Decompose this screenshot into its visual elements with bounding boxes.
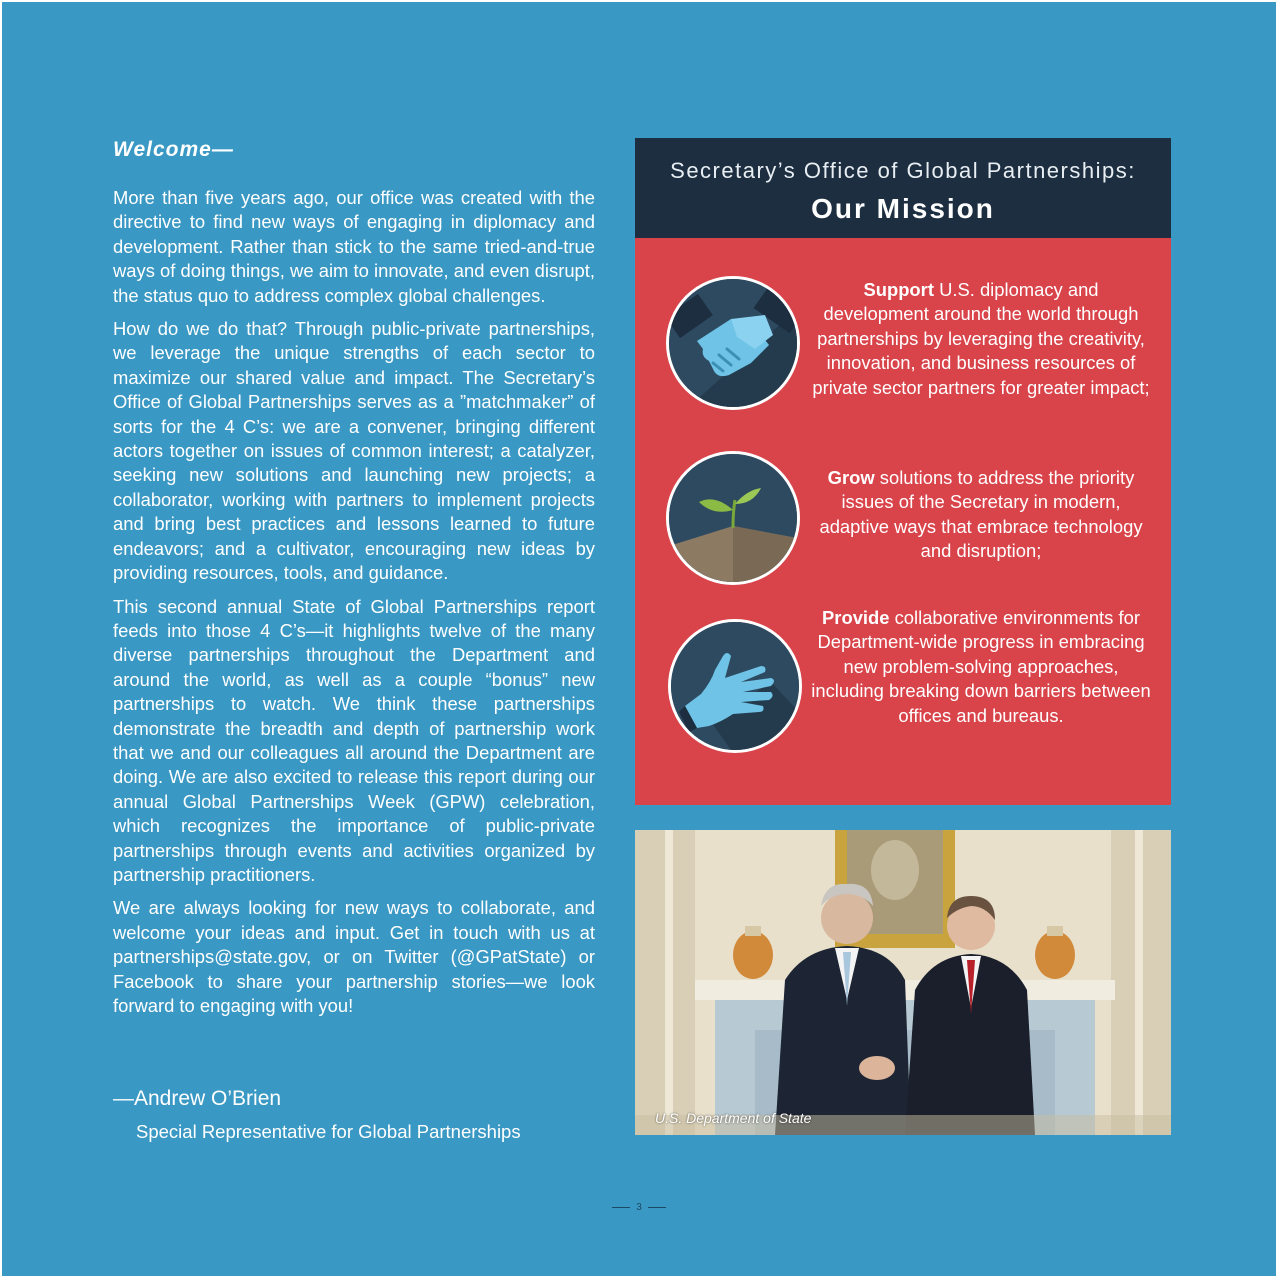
welcome-heading: Welcome— xyxy=(113,138,234,161)
mission-header xyxy=(635,138,1171,238)
mission-title: Our Mission xyxy=(811,193,995,224)
page-number-rule-right xyxy=(648,1207,666,1208)
mission-item-provide xyxy=(811,606,1151,728)
report-page xyxy=(2,2,1276,1276)
mission-subtitle: Secretary’s Office of Global Partnerships: xyxy=(670,158,1136,183)
page-number xyxy=(2,1202,1276,1213)
handshake-icon xyxy=(666,276,800,410)
mission-panel xyxy=(635,238,1171,805)
page-number-rule-left xyxy=(612,1207,630,1208)
mission-item-support xyxy=(811,278,1151,400)
open-hand-icon xyxy=(668,619,802,753)
mission-keyword-support: Support xyxy=(863,279,934,300)
photo-credit: U.S. Department of State xyxy=(655,1110,812,1126)
mission-text-provide: collaborative environments for Department-wide progress in embracing new problem-solving approaches, including breaking down barriers between offices and bureaus. xyxy=(811,607,1151,726)
signature-title: Special Representative for Global Partnerships xyxy=(136,1121,521,1142)
signature-name: —Andrew O’Brien xyxy=(113,1087,282,1110)
mission-text-grow: solutions to address the priority issues of the Secretary in modern, adaptive ways that embrace technology and disruption; xyxy=(819,467,1143,562)
letter-paragraph-1: More than five years ago, our office was created with the directive to find new ways of engaging in diplomacy and development. Rather than stick to the same tried-and-true ways of doing things, we aim to innovate, and even disrupt, the status quo to address complex global challenges. xyxy=(113,187,595,306)
letter-paragraph-2: How do we do that? Through public-private partnerships, we leverage the unique strengths of each sector to maximize our shared value and impact. The Secretary’s Office of Global Partnerships serves as a ”matchmaker” of sorts for the 4 C’s: we are a convener, bringing different actors together on issues of common interest; a catalyzer, seeking new solutions and launching new projects; a collaborator, working with partners to implement projects and bring best practices and lessons learned to future endeavors; and a cultivator, encouraging new ideas by providing resources, tools, and guidance. xyxy=(113,318,595,584)
mission-item-grow xyxy=(811,466,1151,564)
handshake-photo xyxy=(635,830,1171,1135)
mission-text-support: U.S. diplomacy and development around the world through partnerships by leveraging the creativity, innovation, and business resources of private sector partners for greater impact; xyxy=(812,279,1150,398)
letter-paragraph-3: This second annual State of Global Partnerships report feeds into those 4 C’s—it highlights twelve of the many diverse partnerships throughout the Department and around the world, as well as a couple “bonus” new partnerships to watch. We think these partnerships demonstrate the breadth and depth of partnership work that we and our colleagues all around the Department are doing. We are also excited to release this report during our annual Global Partnerships Week (GPW) celebration, which recognizes the importance of public-private partnerships through events and activities organized by partnership practitioners. xyxy=(113,595,595,885)
letter-paragraph-4: We are always looking for new ways to collaborate, and welcome your ideas and input. Get in touch with us at partnerships@state.gov, or on Twitter (@GPatState) or Facebook to share your partnership stories—we look forward to engaging with you! xyxy=(113,897,595,1016)
mission-keyword-provide: Provide xyxy=(822,607,890,628)
page-number-value: 3 xyxy=(636,1202,642,1213)
mission-keyword-grow: Grow xyxy=(827,467,875,488)
sprout-icon xyxy=(666,451,800,585)
welcome-letter xyxy=(113,186,595,1027)
